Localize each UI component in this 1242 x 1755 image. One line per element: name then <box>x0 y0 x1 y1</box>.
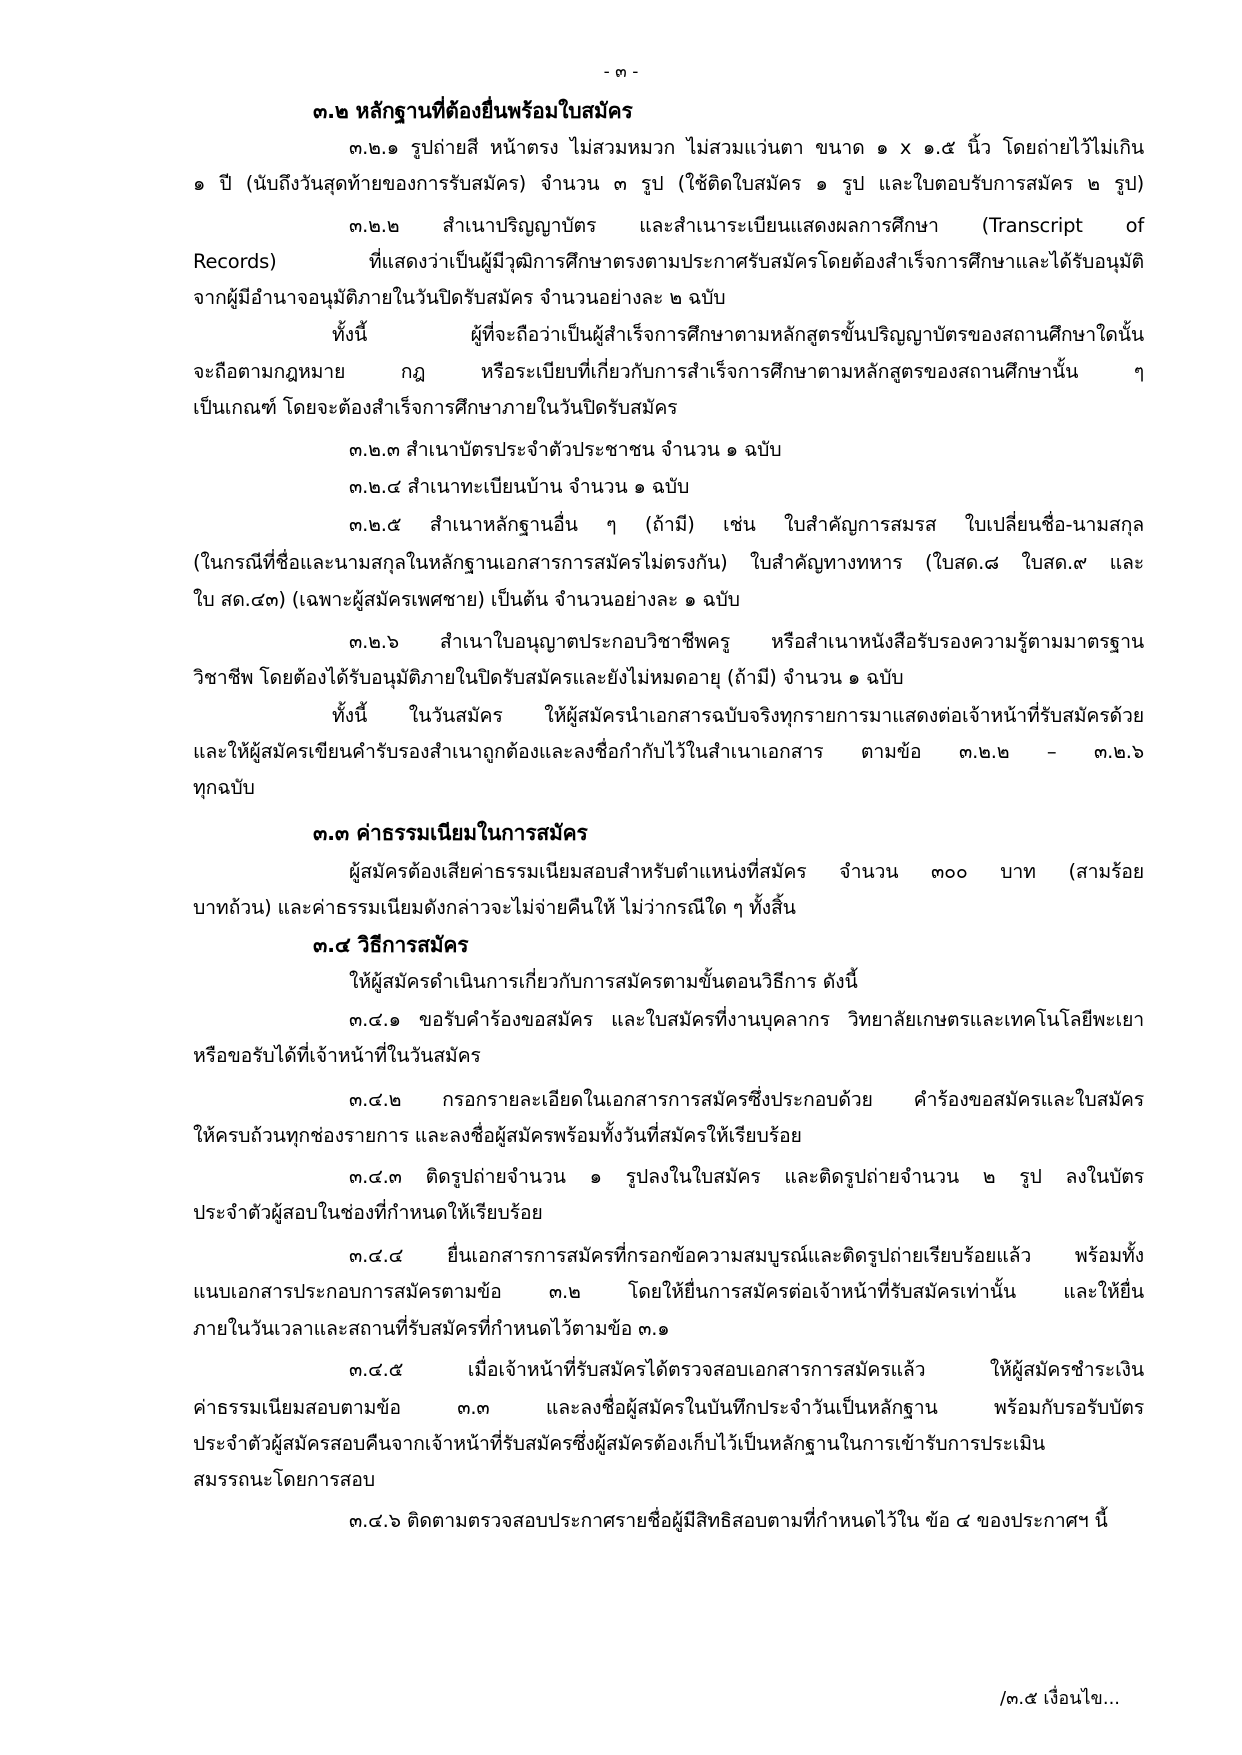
item-3-2-2-line-3: จากผู้มีอำนาจอนุมัติภายในวันปิดรับสมัคร จำนวนอย่างละ ๒ ฉบับ <box>193 286 726 309</box>
item-3-2-5-line-3: ใบ สด.๔๓) (เฉพาะผู้สมัครเพศชาย) เป็นต้น จำนวนอย่างละ ๑ ฉบับ <box>193 588 740 611</box>
note-2-line-3: ทุกฉบับ <box>193 776 255 799</box>
note-1-line-2: จะถือตามกฎหมาย กฎ หรือระเบียบที่เกี่ยวกับการสำเร็จการศึกษาตามหลักสูตรของสถานศึกษานั้น ๆ <box>193 360 1144 383</box>
item-3-2-6-line-1: ๓.๒.๖ สำเนาใบอนุญาตประกอบวิชาชีพครู หรือสำเนาหนังสือรับรองความรู้ตามมาตรฐาน <box>349 630 1144 653</box>
item-3-4-1-line-2: หรือขอรับได้ที่เจ้าหน้าที่ในวันสมัคร <box>193 1044 481 1067</box>
section-3-3-line-1: ผู้สมัครต้องเสียค่าธรรมเนียมสอบสำหรับตำแหน่งที่สมัคร จำนวน ๓๐๐ บาท (สามร้อย <box>349 860 1144 883</box>
item-3-2-6-line-2: วิชาชีพ โดยต้องได้รับอนุมัติภายในปิดรับสมัครและยังไม่หมดอายุ (ถ้ามี) จำนวน ๑ ฉบับ <box>193 666 904 689</box>
section-3-3-line-2: บาทถ้วน) และค่าธรรมเนียมดังกล่าวจะไม่จ่ายคืนให้ ไม่ว่ากรณีใด ๆ ทั้งสิ้น <box>193 896 796 919</box>
item-3-2-5-line-2: (ในกรณีที่ชื่อและนามสกุลในหลักฐานเอกสารการสมัครไม่ตรงกัน) ใบสำคัญทางทหาร (ใบสด.๘ ใบสด.๙ และ <box>193 551 1144 574</box>
item-3-2-2-line-2: Records) ที่แสดงว่าเป็นผู้มีวุฒิการศึกษาตรงตามประกาศรับสมัครโดยต้องสำเร็จการศึกษาและได้รับอนุมัติ <box>193 250 1144 273</box>
item-3-2-3: ๓.๒.๓ สำเนาบัตรประจำตัวประชาชน จำนวน ๑ ฉบับ <box>349 438 782 461</box>
section-3-3-heading: ๓.๓ ค่าธรรมเนียมในการสมัคร <box>313 821 588 845</box>
item-3-4-4-line-2: แนบเอกสารประกอบการสมัครตามข้อ ๓.๒ โดยให้ยื่นการสมัครต่อเจ้าหน้าที่รับสมัครเท่านั้น และให้ยื่น <box>193 1280 1144 1303</box>
note-2-line-1: ทั้งนี้ ในวันสมัคร ให้ผู้สมัครนำเอกสารฉบับจริงทุกรายการมาแสดงต่อเจ้าหน้าที่รับสมัครด้วย <box>332 704 1144 727</box>
item-3-4-3-line-2: ประจำตัวผู้สอบในช่องที่กำหนดให้เรียบร้อย <box>193 1201 543 1224</box>
item-3-4-1-line-1: ๓.๔.๑ ขอรับคำร้องขอสมัคร และใบสมัครที่งานบุคลากร วิทยาลัยเกษตรและเทคโนโลยีพะเยา <box>349 1008 1144 1031</box>
item-3-4-6: ๓.๔.๖ ติดตามตรวจสอบประกาศรายชื่อผู้มีสิทธิสอบตามที่กำหนดไว้ใน ข้อ ๔ ของประกาศฯ นี้ <box>349 1509 1108 1532</box>
item-3-4-5-line-1: ๓.๔.๕ เมื่อเจ้าหน้าที่รับสมัครได้ตรวจสอบเอกสารการสมัครแล้ว ให้ผู้สมัครชำระเงิน <box>349 1358 1144 1381</box>
section-3-4-heading: ๓.๔ วิธีการสมัคร <box>313 933 469 957</box>
item-3-2-5-line-1: ๓.๒.๕ สำเนาหลักฐานอื่น ๆ (ถ้ามี) เช่น ใบสำคัญการสมรส ใบเปลี่ยนชื่อ-นามสกุล <box>349 513 1144 536</box>
item-3-4-4-line-1: ๓.๔.๔ ยื่นเอกสารการสมัครที่กรอกข้อความสมบูรณ์และติดรูปถ่ายเรียบร้อยแล้ว พร้อมทั้ง <box>349 1244 1144 1267</box>
item-3-4-3-line-1: ๓.๔.๓ ติดรูปถ่ายจำนวน ๑ รูปลงในใบสมัคร และติดรูปถ่ายจำนวน ๒ รูป ลงในบัตร <box>349 1165 1144 1188</box>
note-1-line-3: เป็นเกณฑ์ โดยจะต้องสำเร็จการศึกษาภายในวันปิดรับสมัคร <box>193 396 678 419</box>
item-3-4-5-line-4: สมรรถนะโดยการสอบ <box>193 1468 375 1491</box>
item-3-2-4: ๓.๒.๔ สำเนาทะเบียนบ้าน จำนวน ๑ ฉบับ <box>349 475 690 498</box>
item-3-4-5-line-2: ค่าธรรมเนียมสอบตามข้อ ๓.๓ และลงชื่อผู้สมัครในบันทึกประจำวันเป็นหลักฐาน พร้อมกับรอรับบัตร <box>193 1396 1144 1419</box>
item-3-2-2-line-1: ๓.๒.๒ สำเนาปริญญาบัตร และสำเนาระเบียนแสดงผลการศึกษา (Transcript of <box>349 214 1144 237</box>
item-3-4-2-line-2: ให้ครบถ้วนทุกช่องรายการ และลงชื่อผู้สมัครพร้อมทั้งวันที่สมัครให้เรียบร้อย <box>193 1124 802 1147</box>
section-3-4-intro: ให้ผู้สมัครดำเนินการเกี่ยวกับการสมัครตามขั้นตอนวิธีการ ดังนี้ <box>349 970 858 993</box>
item-3-4-5-line-3: ประจำตัวผู้สมัครสอบคืนจากเจ้าหน้าที่รับสมัครซึ่งผู้สมัครต้องเก็บไว้เป็นหลักฐานในการเข้ารับการประเมิน <box>193 1432 1045 1455</box>
item-3-4-2-line-1: ๓.๔.๒ กรอกรายละเอียดในเอกสารการสมัครซึ่งประกอบด้วย คำร้องขอสมัครและใบสมัคร <box>349 1088 1144 1111</box>
continuation-marker: /๓.๕ เงื่อนไข... <box>1000 1688 1121 1709</box>
item-3-4-4-line-3: ภายในวันเวลาและสถานที่รับสมัครที่กำหนดไว้ตามข้อ ๓.๑ <box>193 1317 670 1340</box>
item-3-2-1-line-2: ๑ ปี (นับถึงวันสุดท้ายของการรับสมัคร) จำนวน ๓ รูป (ใช้ติดใบสมัคร ๑ รูป และใบตอบรับการสมัคร ๒ รูป) <box>193 172 1144 195</box>
note-1-line-1: ทั้งนี้ ผู้ที่จะถือว่าเป็นผู้สำเร็จการศึกษาตามหลักสูตรขั้นปริญญาบัตรของสถานศึกษาใดนั้น <box>332 323 1144 346</box>
item-3-2-1-line-1: ๓.๒.๑ รูปถ่ายสี หน้าตรง ไม่สวมหมวก ไม่สวมแว่นตา ขนาด ๑ x ๑.๕ นิ้ว โดยถ่ายไว้ไม่เกิน <box>349 136 1144 159</box>
section-3-2-heading: ๓.๒ หลักฐานที่ต้องยื่นพร้อมใบสมัคร <box>313 99 633 123</box>
page-number: - ๓ - <box>603 62 639 82</box>
note-2-line-2: และให้ผู้สมัครเขียนคำรับรองสำเนาถูกต้องและลงชื่อกำกับไว้ในสำเนาเอกสาร ตามข้อ ๓.๒.๒ – ๓.๒.๖ <box>193 740 1144 763</box>
